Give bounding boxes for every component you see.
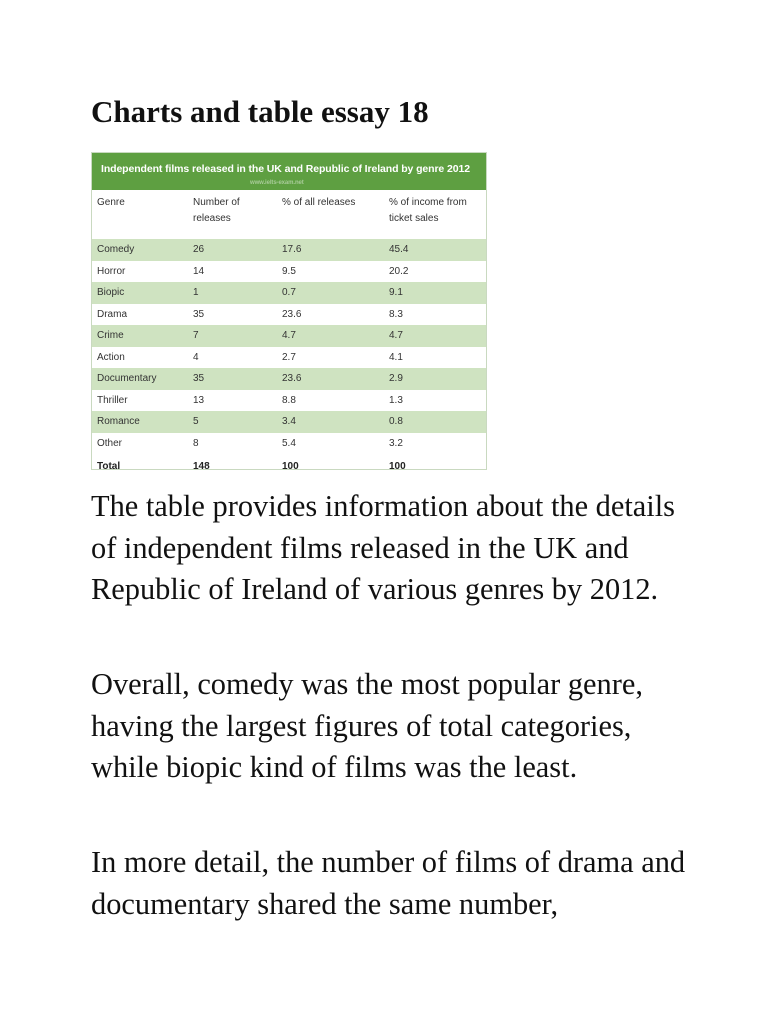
header-genre: Genre — [92, 190, 188, 239]
total-pct-income: 100 — [384, 454, 486, 470]
essay-paragraph-3: In more detail, the number of films of drama and documentary shared the same number, — [91, 845, 686, 921]
cell-pct-income: 20.2 — [384, 261, 486, 283]
total-pct-releases: 100 — [277, 454, 384, 470]
cell-genre: Action — [92, 347, 188, 369]
header-pct-releases: % of all releases — [277, 190, 384, 239]
table-total-row — [92, 454, 486, 470]
cell-pct-releases: 9.5 — [277, 261, 384, 283]
cell-genre: Comedy — [92, 239, 188, 261]
table-row — [92, 411, 486, 433]
essay-paragraph-2: Overall, comedy was the most popular genre, having the largest figures of total categories, while biopic kind of films was the least. — [91, 667, 643, 784]
films-table-figure — [91, 152, 487, 470]
cell-pct-income: 2.9 — [384, 368, 486, 390]
cell-genre: Horror — [92, 261, 188, 283]
table-row — [92, 282, 486, 304]
cell-pct-releases: 0.7 — [277, 282, 384, 304]
cell-pct-releases: 3.4 — [277, 411, 384, 433]
cell-pct-releases: 4.7 — [277, 325, 384, 347]
table-row — [92, 390, 486, 412]
cell-releases: 8 — [188, 433, 277, 455]
cell-pct-releases: 5.4 — [277, 433, 384, 455]
cell-pct-income: 4.7 — [384, 325, 486, 347]
cell-genre: Crime — [92, 325, 188, 347]
table-row — [92, 368, 486, 390]
cell-releases: 1 — [188, 282, 277, 304]
page-title: Charts and table essay 18 — [91, 94, 429, 129]
cell-genre: Documentary — [92, 368, 188, 390]
films-table — [92, 190, 486, 470]
table-body — [92, 239, 486, 454]
table-watermark: www.ielts-exam.net — [250, 180, 304, 186]
total-releases: 148 — [188, 454, 277, 470]
cell-genre: Romance — [92, 411, 188, 433]
cell-pct-income: 1.3 — [384, 390, 486, 412]
cell-releases: 35 — [188, 304, 277, 326]
cell-pct-releases: 2.7 — [277, 347, 384, 369]
table-caption — [92, 153, 486, 190]
table-row — [92, 239, 486, 261]
cell-releases: 5 — [188, 411, 277, 433]
cell-pct-income: 0.8 — [384, 411, 486, 433]
cell-pct-releases: 23.6 — [277, 368, 384, 390]
cell-genre: Drama — [92, 304, 188, 326]
cell-releases: 13 — [188, 390, 277, 412]
essay-paragraph-1: The table provides information about the details of independent films released in the UK and Republic of Ireland of various genres by 2012. — [91, 489, 676, 606]
cell-releases: 26 — [188, 239, 277, 261]
cell-pct-income: 9.1 — [384, 282, 486, 304]
cell-pct-income: 45.4 — [384, 239, 486, 261]
table-row — [92, 325, 486, 347]
table-row — [92, 304, 486, 326]
table-caption-text: Independent films released in the UK and Republic of Ireland by genre 2012 — [101, 163, 470, 175]
cell-pct-releases: 8.8 — [277, 390, 384, 412]
cell-genre: Thriller — [92, 390, 188, 412]
table-header-row — [92, 190, 486, 239]
table-row — [92, 347, 486, 369]
cell-pct-releases: 23.6 — [277, 304, 384, 326]
total-genre: Total — [92, 454, 188, 470]
table-row — [92, 433, 486, 455]
cell-releases: 7 — [188, 325, 277, 347]
cell-pct-income: 8.3 — [384, 304, 486, 326]
cell-releases: 4 — [188, 347, 277, 369]
header-pct-income: % of income from ticket sales — [384, 190, 486, 239]
cell-pct-releases: 17.6 — [277, 239, 384, 261]
cell-genre: Other — [92, 433, 188, 455]
table-row — [92, 261, 486, 283]
cell-pct-income: 3.2 — [384, 433, 486, 455]
cell-genre: Biopic — [92, 282, 188, 304]
cell-pct-income: 4.1 — [384, 347, 486, 369]
header-releases: Number of releases — [188, 190, 277, 239]
cell-releases: 35 — [188, 368, 277, 390]
cell-releases: 14 — [188, 261, 277, 283]
